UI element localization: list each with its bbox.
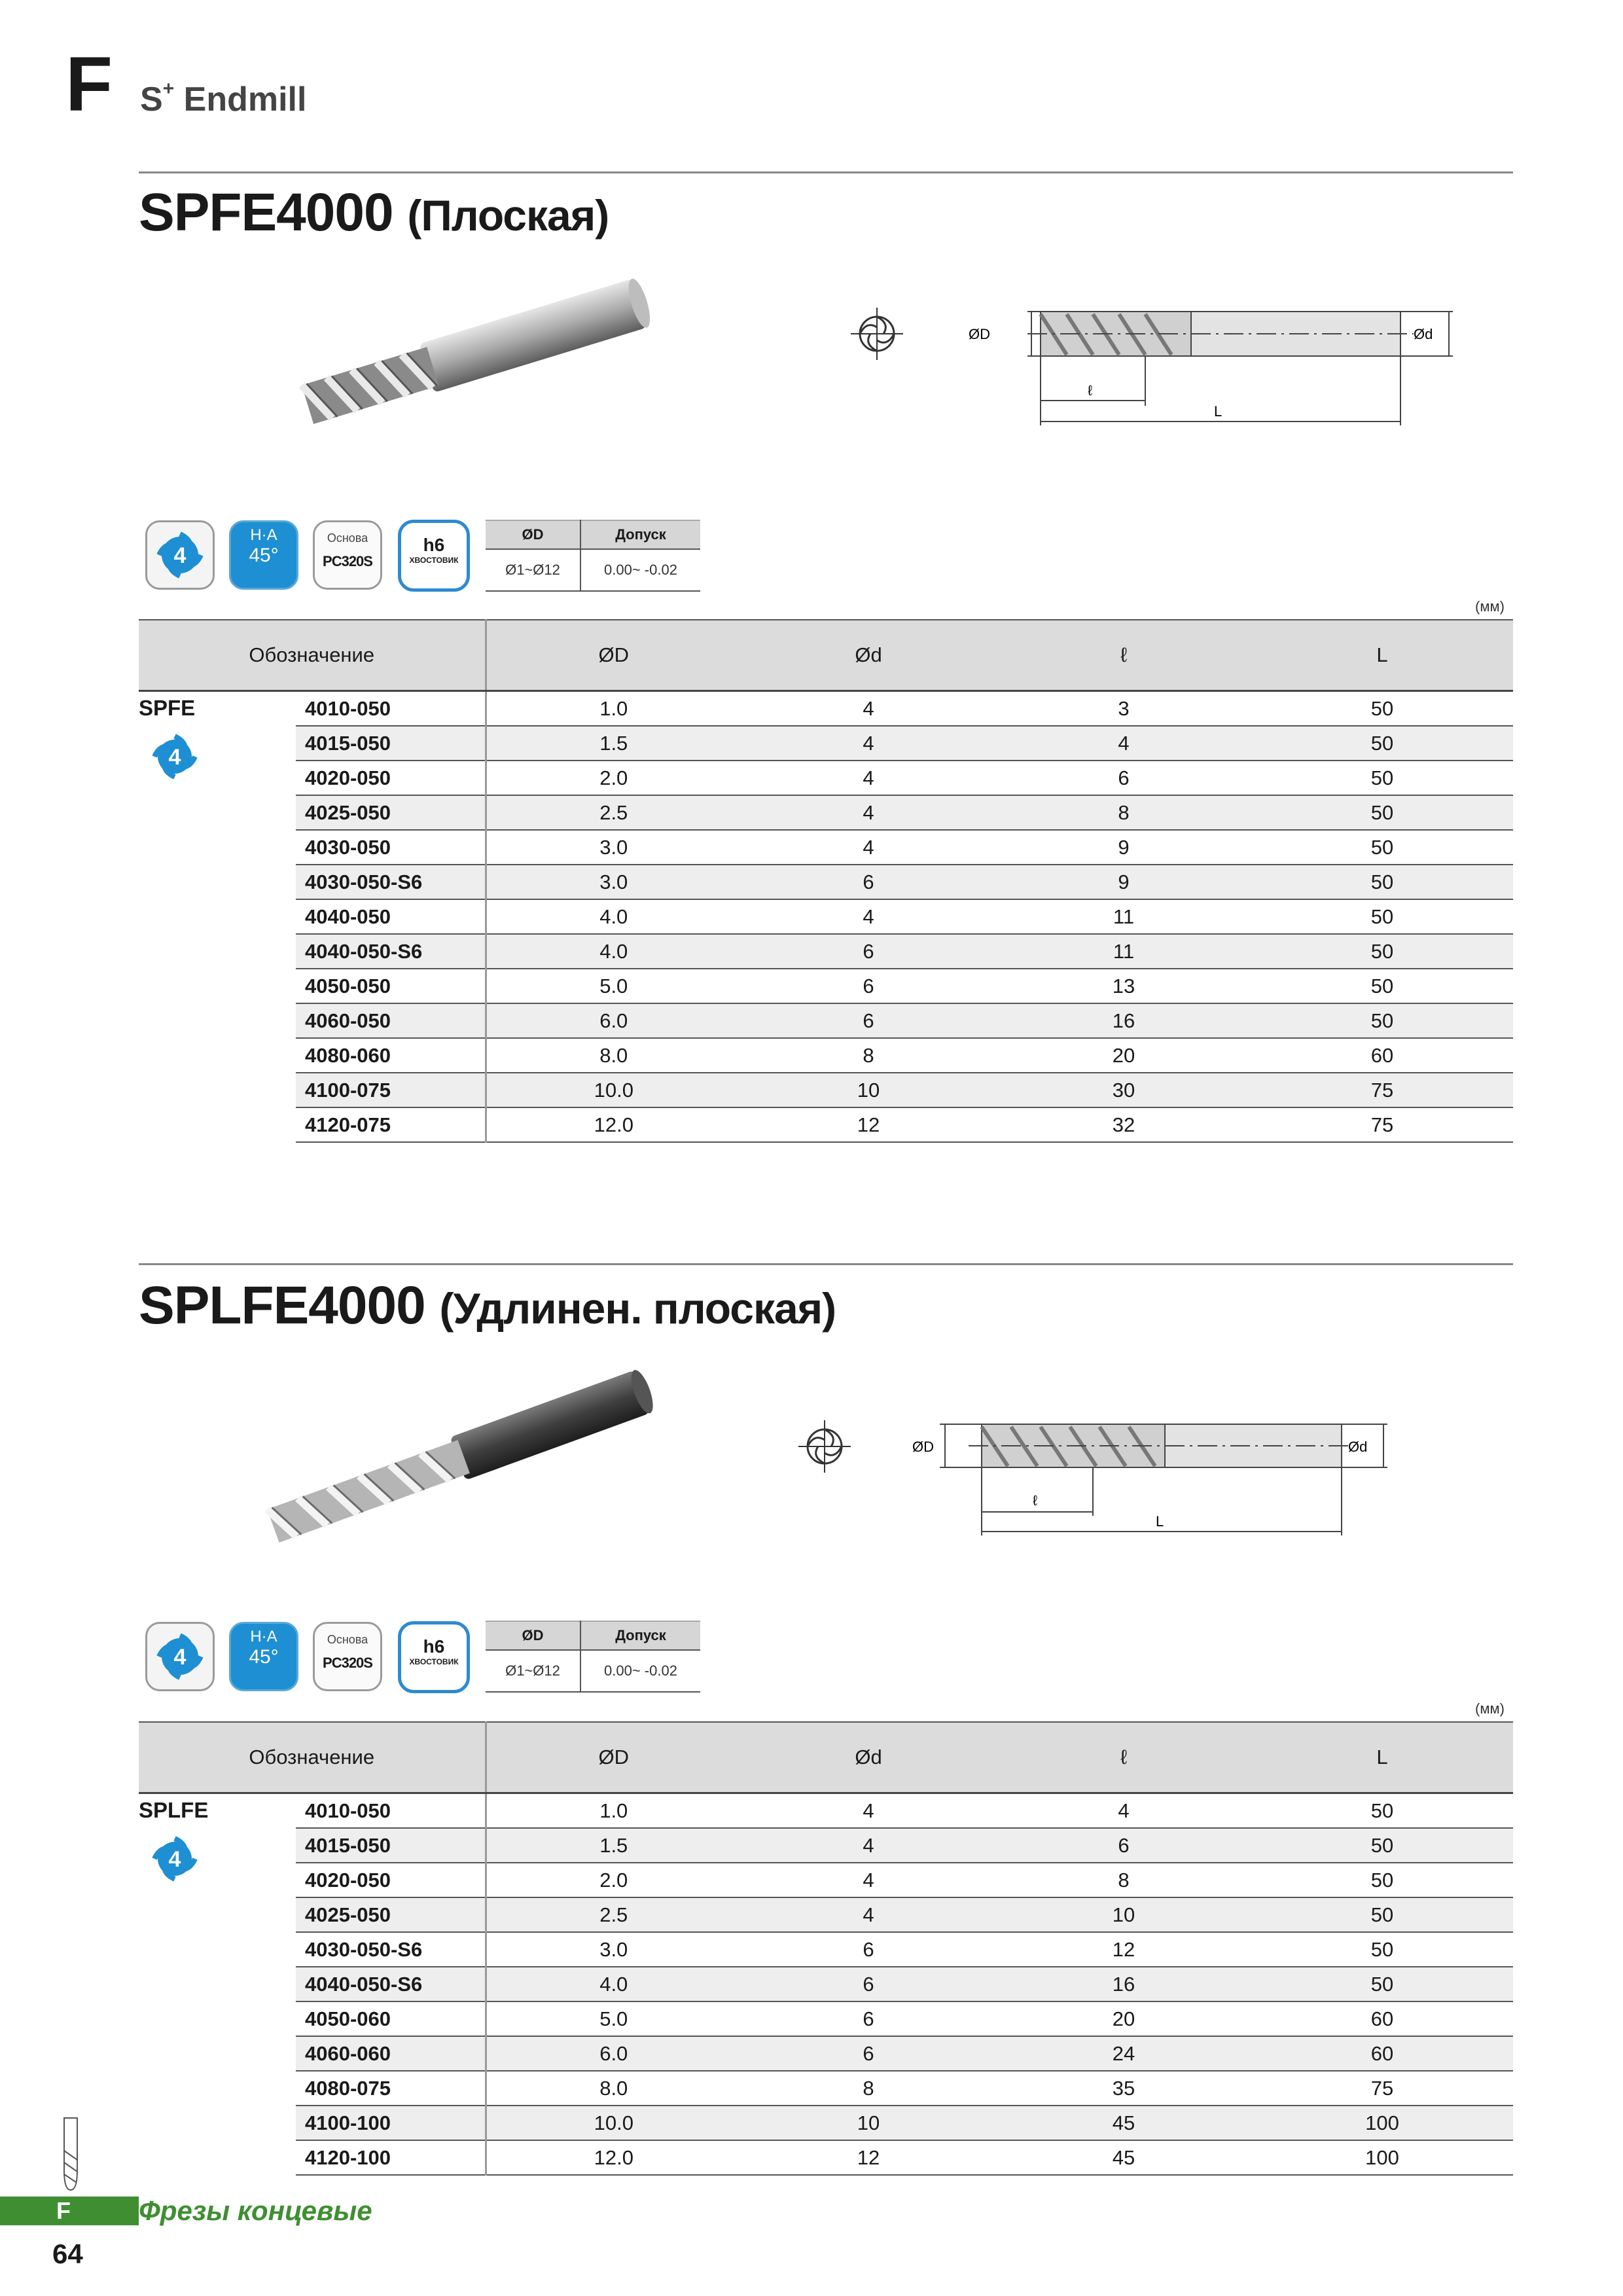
- dim-d-label: Ød: [1348, 1439, 1368, 1455]
- cell-code: 4025-050: [296, 1897, 486, 1932]
- cell-l: 45: [996, 2106, 1251, 2140]
- cell-D: 3.0: [486, 830, 741, 865]
- cell-L: 100: [1251, 2106, 1513, 2140]
- section-title: [139, 1276, 836, 1335]
- cell-code: 4040-050-S6: [296, 934, 486, 969]
- cell-code: 4020-050: [296, 761, 486, 795]
- tol-val-D: Ø1~Ø12: [486, 1650, 580, 1692]
- footer-section-letter: F: [56, 2197, 71, 2224]
- cell-L: 75: [1251, 1107, 1513, 1142]
- cell-L: 50: [1251, 969, 1513, 1003]
- endmill-photo: [249, 1355, 674, 1564]
- cell-l: 32: [996, 1107, 1251, 1142]
- helix-label: H·A: [250, 1628, 277, 1645]
- shank-tolerance-icon: [398, 1621, 470, 1693]
- end-view-icon: [851, 308, 903, 360]
- cell-L: 100: [1251, 2140, 1513, 2175]
- cell-D: 3.0: [486, 1932, 741, 1967]
- cell-d: 6: [741, 2001, 996, 2036]
- cell-L: 50: [1251, 1863, 1513, 1897]
- cell-L: 50: [1251, 1967, 1513, 2001]
- tol-col-D: ØD: [486, 520, 580, 549]
- flute-count-icon: [145, 520, 215, 590]
- svg-text:4: 4: [173, 1645, 187, 1670]
- table-row: [139, 761, 1513, 795]
- cell-L: 50: [1251, 899, 1513, 934]
- table-row: [139, 2001, 1513, 2036]
- table-row: [139, 1073, 1513, 1107]
- cell-code: 4050-060: [296, 2001, 486, 2036]
- base-material-icon: [313, 1622, 382, 1691]
- cell-D: 10.0: [486, 1073, 741, 1107]
- cell-code: 4050-050: [296, 969, 486, 1003]
- spec-table: [139, 619, 1513, 1143]
- cell-l: 16: [996, 1967, 1251, 2001]
- dim-D-label: ØD: [969, 326, 990, 342]
- cell-code: 4100-100: [296, 2106, 486, 2140]
- cell-d: 8: [741, 1038, 996, 1073]
- cell-L: 50: [1251, 1003, 1513, 1038]
- cell-code: 4120-075: [296, 1107, 486, 1142]
- cell-l: 45: [996, 2140, 1251, 2175]
- series-name: SPLFE: [139, 1798, 209, 1822]
- tol-col-tol: Допуск: [580, 520, 700, 549]
- cell-code: 4030-050: [296, 830, 486, 865]
- cell-l: 20: [996, 2001, 1251, 2036]
- cell-D: 1.0: [486, 1793, 741, 1829]
- chapter-subtitle: [140, 77, 307, 119]
- endmill-photo: [275, 249, 681, 465]
- helix-value: 45°: [249, 545, 279, 566]
- header-divider: [139, 171, 1513, 173]
- cell-d: 10: [741, 2106, 996, 2140]
- cell-d: 6: [741, 1003, 996, 1038]
- table-row: [139, 691, 1513, 726]
- ball-endmill-icon: [56, 2111, 85, 2195]
- cell-L: 50: [1251, 726, 1513, 761]
- table-row: [139, 1793, 1513, 1829]
- cell-L: 60: [1251, 2001, 1513, 2036]
- cell-D: 12.0: [486, 2140, 741, 2175]
- cell-d: 4: [741, 830, 996, 865]
- flute-count-icon: [145, 1622, 215, 1691]
- cell-code: 4025-050: [296, 795, 486, 830]
- cell-code: 4015-050: [296, 726, 486, 761]
- cell-L: 50: [1251, 865, 1513, 899]
- table-row: [139, 934, 1513, 969]
- col-L: L: [1251, 620, 1513, 691]
- cell-d: 6: [741, 2036, 996, 2071]
- cell-L: 50: [1251, 1793, 1513, 1829]
- cell-d: 12: [741, 2140, 996, 2175]
- cell-d: 4: [741, 1828, 996, 1863]
- cell-code: 4060-060: [296, 2036, 486, 2071]
- helix-value: 45°: [249, 1646, 279, 1668]
- tol-val-tol: 0.00~ -0.02: [580, 1650, 700, 1692]
- tolerance-table: [486, 520, 700, 592]
- dim-l-label: ℓ: [1088, 382, 1093, 399]
- cell-l: 8: [996, 795, 1251, 830]
- cell-l: 16: [996, 1003, 1251, 1038]
- page-number: 64: [52, 2238, 83, 2269]
- table-row: [139, 1932, 1513, 1967]
- cell-l: 9: [996, 865, 1251, 899]
- table-row: [139, 1897, 1513, 1932]
- cell-l: 10: [996, 1897, 1251, 1932]
- unit-label: (мм): [1475, 1700, 1505, 1717]
- cell-l: 35: [996, 2071, 1251, 2106]
- table-row: [139, 2036, 1513, 2071]
- cell-code: 4100-075: [296, 1073, 486, 1107]
- dim-L-label: L: [1156, 1513, 1164, 1530]
- title-sub: (Плоская): [407, 191, 609, 240]
- cell-D: 1.5: [486, 1828, 741, 1863]
- cell-d: 4: [741, 795, 996, 830]
- cell-code: 4030-050-S6: [296, 865, 486, 899]
- cell-l: 9: [996, 830, 1251, 865]
- cell-D: 3.0: [486, 865, 741, 899]
- cell-D: 4.0: [486, 1967, 741, 2001]
- cell-d: 6: [741, 934, 996, 969]
- cell-l: 6: [996, 1828, 1251, 1863]
- cell-d: 6: [741, 865, 996, 899]
- cell-l: 13: [996, 969, 1251, 1003]
- cell-d: 4: [741, 1793, 996, 1829]
- table-row: [139, 2071, 1513, 2106]
- table-row: [139, 2106, 1513, 2140]
- table-row: [139, 1967, 1513, 2001]
- svg-text:4: 4: [173, 543, 187, 568]
- footer-section-title: Фрезы концевые: [139, 2195, 372, 2226]
- cell-L: 50: [1251, 795, 1513, 830]
- cell-D: 2.0: [486, 761, 741, 795]
- tol-val-tol: 0.00~ -0.02: [580, 549, 700, 591]
- cell-L: 50: [1251, 1897, 1513, 1932]
- cell-L: 75: [1251, 1073, 1513, 1107]
- cell-l: 8: [996, 1863, 1251, 1897]
- cell-D: 10.0: [486, 2106, 741, 2140]
- table-row: [139, 899, 1513, 934]
- cell-l: 11: [996, 934, 1251, 969]
- tol-val-D: Ø1~Ø12: [486, 549, 580, 591]
- cell-d: 4: [741, 691, 996, 726]
- table-row: [139, 969, 1513, 1003]
- cell-d: 4: [741, 899, 996, 934]
- table-row: [139, 2140, 1513, 2175]
- flute-icon: [139, 1829, 211, 1888]
- cell-l: 6: [996, 761, 1251, 795]
- cell-code: 4060-050: [296, 1003, 486, 1038]
- dim-d-label: Ød: [1414, 326, 1433, 342]
- base-value: PC320S: [323, 553, 372, 569]
- series-cell: [139, 691, 296, 1143]
- cell-l: 12: [996, 1932, 1251, 1967]
- h6-sub: ХВОСТОВИК: [409, 556, 459, 565]
- spec-table: [139, 1721, 1513, 2176]
- cell-D: 2.0: [486, 1863, 741, 1897]
- subtitle-sup: +: [162, 77, 175, 99]
- cell-code: 4020-050: [296, 1863, 486, 1897]
- shank-tolerance-icon: [398, 520, 470, 592]
- cell-D: 6.0: [486, 2036, 741, 2071]
- cell-L: 50: [1251, 761, 1513, 795]
- cell-L: 50: [1251, 691, 1513, 726]
- end-view-icon: [798, 1420, 851, 1473]
- cell-D: 6.0: [486, 1003, 741, 1038]
- base-material-icon: [313, 520, 382, 590]
- cell-D: 8.0: [486, 1038, 741, 1073]
- unit-label: (мм): [1475, 598, 1505, 615]
- tolerance-table: [486, 1621, 700, 1693]
- h6-sub: ХВОСТОВИК: [409, 1657, 459, 1666]
- cell-L: 50: [1251, 1828, 1513, 1863]
- base-value: PC320S: [323, 1655, 372, 1671]
- cell-code: 4080-060: [296, 1038, 486, 1073]
- cell-l: 24: [996, 2036, 1251, 2071]
- col-designation: Обозначение: [139, 1722, 486, 1793]
- table-row: [139, 1038, 1513, 1073]
- cell-l: 20: [996, 1038, 1251, 1073]
- cell-L: 50: [1251, 934, 1513, 969]
- dim-L-label: L: [1214, 403, 1222, 420]
- cell-d: 4: [741, 1897, 996, 1932]
- table-row: [139, 1003, 1513, 1038]
- series-cell: [139, 1793, 296, 2176]
- cell-D: 2.5: [486, 1897, 741, 1932]
- col-d: Ød: [741, 1722, 996, 1793]
- title-sub: (Удлинен. плоская): [439, 1284, 836, 1333]
- col-designation: Обозначение: [139, 620, 486, 691]
- h6-label: h6: [423, 1636, 445, 1657]
- cell-l: 3: [996, 691, 1251, 726]
- chapter-letter: F: [65, 41, 113, 128]
- cell-D: 4.0: [486, 934, 741, 969]
- h6-label: h6: [423, 535, 445, 555]
- cell-d: 4: [741, 761, 996, 795]
- col-D: ØD: [486, 620, 741, 691]
- cell-L: 60: [1251, 2036, 1513, 2071]
- cell-d: 10: [741, 1073, 996, 1107]
- table-row: [139, 726, 1513, 761]
- title-main: SPFE4000: [139, 183, 393, 242]
- cell-code: 4040-050-S6: [296, 1967, 486, 2001]
- cell-D: 5.0: [486, 969, 741, 1003]
- cell-d: 6: [741, 1932, 996, 1967]
- cell-l: 30: [996, 1073, 1251, 1107]
- section-title: [139, 183, 609, 242]
- cell-d: 8: [741, 2071, 996, 2106]
- helix-label: H·A: [250, 526, 277, 544]
- endmill-drawing: [844, 288, 1466, 445]
- cell-code: 4030-050-S6: [296, 1932, 486, 1967]
- series-name: SPFE: [139, 696, 196, 720]
- table-row: [139, 865, 1513, 899]
- base-label: Основа: [327, 531, 368, 545]
- helix-angle-icon: [229, 1622, 298, 1691]
- tol-col-D: ØD: [486, 1621, 580, 1650]
- cell-d: 6: [741, 1967, 996, 2001]
- cell-code: 4010-050: [296, 691, 486, 726]
- base-label: Основа: [327, 1633, 368, 1646]
- subtitle-rest: Endmill: [174, 81, 307, 118]
- cell-code: 4040-050: [296, 899, 486, 934]
- table-row: [139, 1828, 1513, 1863]
- svg-text:4: 4: [168, 1847, 181, 1872]
- table-row: [139, 1107, 1513, 1142]
- title-main: SPLFE4000: [139, 1276, 425, 1335]
- cell-D: 5.0: [486, 2001, 741, 2036]
- cell-D: 8.0: [486, 2071, 741, 2106]
- col-D: ØD: [486, 1722, 741, 1793]
- col-l: ℓ: [996, 620, 1251, 691]
- cell-D: 2.5: [486, 795, 741, 830]
- table-row: [139, 830, 1513, 865]
- cell-D: 1.5: [486, 726, 741, 761]
- cell-d: 4: [741, 1863, 996, 1897]
- cell-L: 75: [1251, 2071, 1513, 2106]
- cell-l: 4: [996, 726, 1251, 761]
- col-l: ℓ: [996, 1722, 1251, 1793]
- cell-code: 4010-050: [296, 1793, 486, 1829]
- endmill-drawing: [785, 1407, 1407, 1551]
- cell-code: 4080-075: [296, 2071, 486, 2106]
- col-d: Ød: [741, 620, 996, 691]
- cell-L: 50: [1251, 1932, 1513, 1967]
- section-divider: [139, 1263, 1513, 1265]
- flute-icon: [139, 727, 211, 786]
- cell-l: 11: [996, 899, 1251, 934]
- subtitle-prefix: S: [140, 81, 163, 118]
- helix-angle-icon: [229, 520, 298, 590]
- cell-L: 50: [1251, 830, 1513, 865]
- cell-d: 12: [741, 1107, 996, 1142]
- dim-D-label: ØD: [912, 1439, 934, 1455]
- cell-D: 12.0: [486, 1107, 741, 1142]
- cell-L: 60: [1251, 1038, 1513, 1073]
- col-L: L: [1251, 1722, 1513, 1793]
- dim-l-label: ℓ: [1033, 1492, 1038, 1509]
- table-row: [139, 795, 1513, 830]
- cell-code: 4120-100: [296, 2140, 486, 2175]
- table-row: [139, 1863, 1513, 1897]
- cell-d: 6: [741, 969, 996, 1003]
- cell-D: 1.0: [486, 691, 741, 726]
- cell-D: 4.0: [486, 899, 741, 934]
- tol-col-tol: Допуск: [580, 1621, 700, 1650]
- cell-d: 4: [741, 726, 996, 761]
- cell-l: 4: [996, 1793, 1251, 1829]
- cell-code: 4015-050: [296, 1828, 486, 1863]
- svg-text:4: 4: [168, 745, 181, 770]
